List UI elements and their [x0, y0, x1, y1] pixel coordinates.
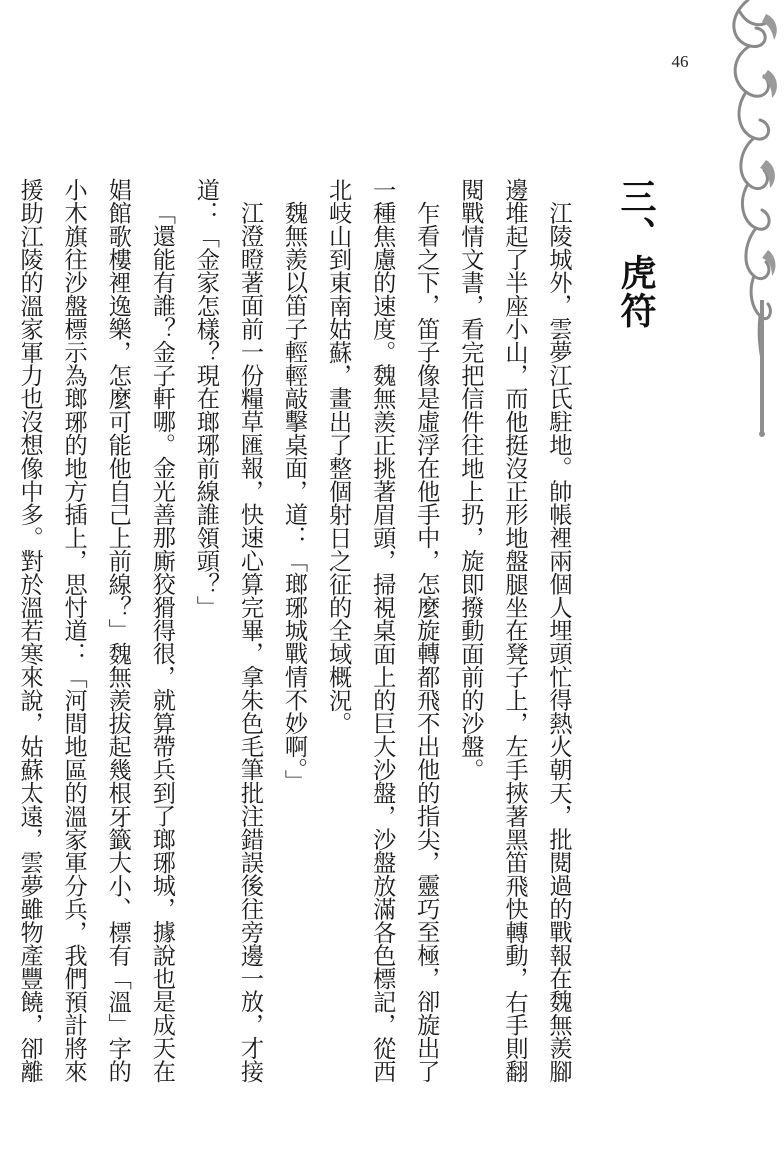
body-text — [16, 178, 580, 1098]
chapter-title: 三、虎符 — [615, 178, 657, 330]
paragraph: 江陵城外，雲夢江氏駐地。帥帳裡兩個人埋頭忙得熱火朝天，批閱過的戰報在魏無羨腳邊堆起了半座小山，而他挺沒正形地盤腿坐在凳子上，左手挾著黑笛飛快轉動，右手則翻閱戰情文書，看完把信件往地上扔，旋即撥動面前的沙盤。 — [456, 178, 572, 1083]
paragraph: 乍看之下，笛子像是虛浮在他手中，怎麼旋轉都飛不出他的指尖，靈巧至極，卻旋出了一種焦慮的速度。魏無羨正挑著眉頭，掃視桌面上的巨大沙盤，沙盤放滿各色標記，從西北岐山到東南姑蘇，畫出了整個射日之征的全域概況。 — [324, 178, 440, 1083]
paragraph: 江澄瞪著面前一份糧草匯報，快速心算完畢，拿朱色毛筆批注錯誤後往旁邊一放，才接道：「金家怎樣？現在瑯琊前線誰領頭？」 — [192, 178, 264, 1083]
paragraph: 「還能有誰？金子軒哪。金光善那廝狡猾得很，就算帶兵到了瑯琊城，據說也是成天在娼館歌樓裡逸樂，怎麼可能他自己上前線？」魏無羨拔起幾根牙籤大小、標有「溫」字的小木旗往沙盤標示為瑯琊的地方插上，思忖道：「河間地區的溫家軍分兵，我們預計將來援助江陵的溫家軍力也沒想像中多。對於溫若寒來說，姑蘇太遠，雲夢雖物產豐饒，卻離 — [16, 178, 176, 1083]
scroll-ornament-icon — [718, 0, 784, 440]
page-number: 46 — [671, 52, 689, 71]
paragraph: 魏無羨以笛子輕輕敲擊桌面，道：「瑯琊城戰情不妙啊。」 — [280, 201, 308, 793]
